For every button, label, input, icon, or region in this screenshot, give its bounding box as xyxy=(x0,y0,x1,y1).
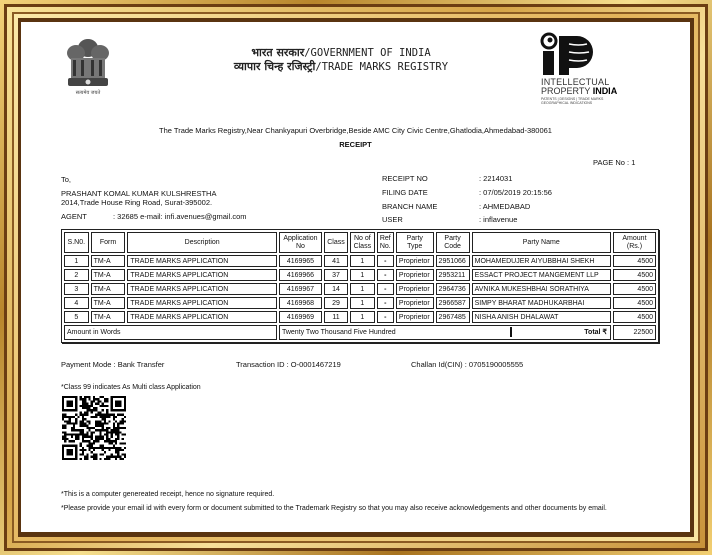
total-amount: 22500 xyxy=(613,325,656,340)
cell-ref-no: - xyxy=(377,269,394,281)
cell-no-of-class: 1 xyxy=(350,297,375,309)
cell-ref-no: - xyxy=(377,283,394,295)
cell-class: 14 xyxy=(324,283,348,295)
cell-party-type: Proprietor xyxy=(396,283,434,295)
cell-amount: 4500 xyxy=(613,311,656,323)
col-sno: S.N0. xyxy=(64,232,89,253)
to-label: To, xyxy=(61,175,72,184)
transaction-id: Transaction ID : O-0001467219 xyxy=(236,360,341,369)
recipient-name: PRASHANT KOMAL KUMAR KULSHRESTHA xyxy=(61,189,217,198)
cell-description: TRADE MARKS APPLICATION xyxy=(127,297,277,309)
registry-hindi: व्यापार चिन्ह रजिस्ट्री xyxy=(233,60,316,73)
cell-form: TM-A xyxy=(91,283,126,295)
cell-description: TRADE MARKS APPLICATION xyxy=(127,283,277,295)
national-emblem-icon xyxy=(61,34,115,100)
col-party-code: Party Code xyxy=(436,232,470,253)
cell-description: TRADE MARKS APPLICATION xyxy=(127,269,277,281)
agent-label: AGENT xyxy=(61,212,87,221)
cell-form: TM-A xyxy=(91,269,126,281)
cell-no-of-class: 1 xyxy=(350,283,375,295)
table-row xyxy=(64,311,656,323)
col-no-of-class: No of Class xyxy=(350,232,375,253)
cell-party-code: 2966587 xyxy=(436,297,470,309)
computer-generated-note: *This is a computer genereated receipt, hence no signature required. xyxy=(61,491,275,498)
class99-note: *Class 99 indicates As Multi class Application xyxy=(61,384,201,391)
col-ref-no: Ref No. xyxy=(377,232,394,253)
cell-description: TRADE MARKS APPLICATION xyxy=(127,311,277,323)
cell-amount: 4500 xyxy=(613,255,656,267)
page-number: PAGE No : 1 xyxy=(593,158,636,167)
table-row xyxy=(64,283,656,295)
gov-hindi: भारत सरकार xyxy=(251,46,305,59)
registry-english: /TRADE MARKS REGISTRY xyxy=(315,61,449,73)
emblem-caption: सत्यमेव जयते xyxy=(75,90,101,96)
table-row xyxy=(64,297,656,309)
cell-party-type: Proprietor xyxy=(396,269,434,281)
cell-party-type: Proprietor xyxy=(396,255,434,267)
ip-india-logo xyxy=(539,32,659,107)
separator-bar xyxy=(510,327,512,337)
amount-words-value: Twenty Two Thousand Five Hundred xyxy=(281,329,396,336)
total-label: Total ₹ xyxy=(584,328,607,336)
registry-address: The Trade Marks Registry,Near Chankyapuri Overbridge,Beside AMC City Civic Centre,Ghatlodia,Ahmedabad-380061 xyxy=(159,126,552,135)
cell-party-name: AVNIKA MUKESHBHAI SORATHIYA xyxy=(472,283,611,295)
cell-party-name: MOHAMEDUJER AIYUBBHAI SHEKH xyxy=(472,255,611,267)
cell-sno: 2 xyxy=(64,269,89,281)
amount-words-cell xyxy=(279,325,611,340)
table-row xyxy=(64,269,656,281)
col-class: Class xyxy=(324,232,348,253)
cell-app-no: 4169968 xyxy=(279,297,322,309)
cell-no-of-class: 1 xyxy=(350,255,375,267)
cell-amount: 4500 xyxy=(613,283,656,295)
cell-party-code: 2953211 xyxy=(436,269,470,281)
cell-no-of-class: 1 xyxy=(350,311,375,323)
cell-app-no: 4169967 xyxy=(279,283,322,295)
agent-value: : 32685 e-mail: infi.avenues@gmail.com xyxy=(113,212,247,221)
cell-ref-no: - xyxy=(377,311,394,323)
cell-party-code: 2951066 xyxy=(436,255,470,267)
cell-form: TM-A xyxy=(91,297,126,309)
agent-line xyxy=(61,211,247,222)
email-note: *Please provide your email id with every form or document submitted to the Trademark Registry so that you may also receive acknowledgements and other documents by email. xyxy=(61,505,607,512)
cell-party-type: Proprietor xyxy=(396,311,434,323)
ip-logo-line1: INTELLECTUAL xyxy=(541,77,610,87)
gov-english: /GOVERNMENT OF INDIA xyxy=(304,47,431,59)
col-application-no: Application No xyxy=(279,232,322,253)
col-form: Form xyxy=(91,232,126,253)
cell-amount: 4500 xyxy=(613,269,656,281)
ip-logo-line2: PROPERTY INDIA xyxy=(541,86,618,96)
table-header-row xyxy=(64,232,656,253)
cell-description: TRADE MARKS APPLICATION xyxy=(127,255,277,267)
cell-app-no: 4169965 xyxy=(279,255,322,267)
cell-form: TM-A xyxy=(91,255,126,267)
cell-class: 11 xyxy=(324,311,348,323)
government-title xyxy=(191,46,491,74)
cell-party-name: NISHA ANISH DHALAWAT xyxy=(472,311,611,323)
payment-mode: Payment Mode : Bank Transfer xyxy=(61,360,165,369)
cell-party-name: ESSACT PROJECT MANGEMENT LLP xyxy=(472,269,611,281)
cell-app-no: 4169966 xyxy=(279,269,322,281)
amount-words-row xyxy=(64,325,656,340)
table-row xyxy=(64,255,656,267)
cell-party-name: SIMPY BHARAT MADHUKARBHAI xyxy=(472,297,611,309)
cell-sno: 5 xyxy=(64,311,89,323)
applications-table xyxy=(61,229,659,343)
recipient-block xyxy=(61,174,247,222)
cell-party-type: Proprietor xyxy=(396,297,434,309)
cell-class: 41 xyxy=(324,255,348,267)
receipt-document: सत्यमेव जयते भारत सरकार/GOVERNMENT OF INDIA व्यापार चिन्ह रजिस्ट्री/TRADE MARKS REGISTRY INTELLECTUAL PROPERTY INDIA PATENTS | DESIGNS | TRADE MARKS GEOGRAPHICAL INDICATIONS The Trade Marks Registry,Near Chankyapuri Overbridge,Beside AMC City Civic Centre,Ghatlodia,Ahmedabad-380061 RECEIPT PAGE No : 1 To, PRASHANT KOMAL KUMAR KULSHRESTHA 2014,Trade House Ring Road, Surat-395002. AGENT : 32685 e-mail: infi.avenues@gmail.com RECEIPT NO : 2214031 FILING DATE : 07/05/2019 20:15:56 BRANCH NAME : AHMEDABAD USER : inflavenue S.N0. Form Description Application No Class No of Class Ref No. Party Type Party Code Party Name Amount (Rs.) 1 TM-A TRADE MARKS APPLICATION 4169965 41 1 - Proprietor 2951066 MOHAMEDUJER AIYUBBHAI SHEKH 4500 2 TM-A TRADE MARKS APPLICATION 4169966 37 1 - Proprietor 2953211 ESSACT PROJECT MANGEMENT LLP 4500 3 TM-A TRADE MARKS APPLICATION 4169967 14 1 - Proprietor 2964736 AVNIKA MUKESHBHAI SORATHIYA 4500 4 TM-A TRADE MARKS APPLICATION 4169968 29 1 - Proprietor 2966587 SIMPY BHARAT MADHUKARBHAI 4500 5 TM-A TRADE MARKS APPLICATION 4169969 11 1 - Proprietor 2967485 NISHA ANISH DHALAWAT 4500 Amount in Words Twenty Two Thousand Five Hundred Total ₹ 22500 Payment Mode : Bank Transfer Transaction ID : O-0001467219 Challan Id(CIN) : 0705190005555 *Class 99 indicates As Multi class Application *This is a computer genereated receipt, hence no signature required. *Please provide your email id with every form or document submitted to the Trademark Registry so that you may also receive acknowledgements and other documents by email. xyxy=(21,22,690,532)
col-amount: Amount (Rs.) xyxy=(613,232,656,253)
challan-id: Challan Id(CIN) : 0705190005555 xyxy=(411,360,524,369)
col-description: Description xyxy=(127,232,277,253)
cell-sno: 4 xyxy=(64,297,89,309)
cell-amount: 4500 xyxy=(613,297,656,309)
receipt-title: RECEIPT xyxy=(339,140,372,149)
cell-party-code: 2964736 xyxy=(436,283,470,295)
cell-form: TM-A xyxy=(91,311,126,323)
cell-ref-no: - xyxy=(377,297,394,309)
cell-app-no: 4169969 xyxy=(279,311,322,323)
cell-sno: 1 xyxy=(64,255,89,267)
cell-no-of-class: 1 xyxy=(350,269,375,281)
recipient-address: 2014,Trade House Ring Road, Surat-395002. xyxy=(61,198,213,207)
cell-party-code: 2967485 xyxy=(436,311,470,323)
ip-logo-line3: PATENTS | DESIGNS | TRADE MARKS GEOGRAPHICAL INDICATIONS xyxy=(541,97,604,105)
cell-class: 29 xyxy=(324,297,348,309)
ip-logo-icon xyxy=(539,32,599,77)
cell-sno: 3 xyxy=(64,283,89,295)
cell-ref-no: - xyxy=(377,255,394,267)
qr-code-icon xyxy=(62,396,126,460)
col-party-name: Party Name xyxy=(472,232,611,253)
col-party-type: Party Type xyxy=(396,232,434,253)
cell-class: 37 xyxy=(324,269,348,281)
amount-words-label: Amount in Words xyxy=(64,325,277,340)
